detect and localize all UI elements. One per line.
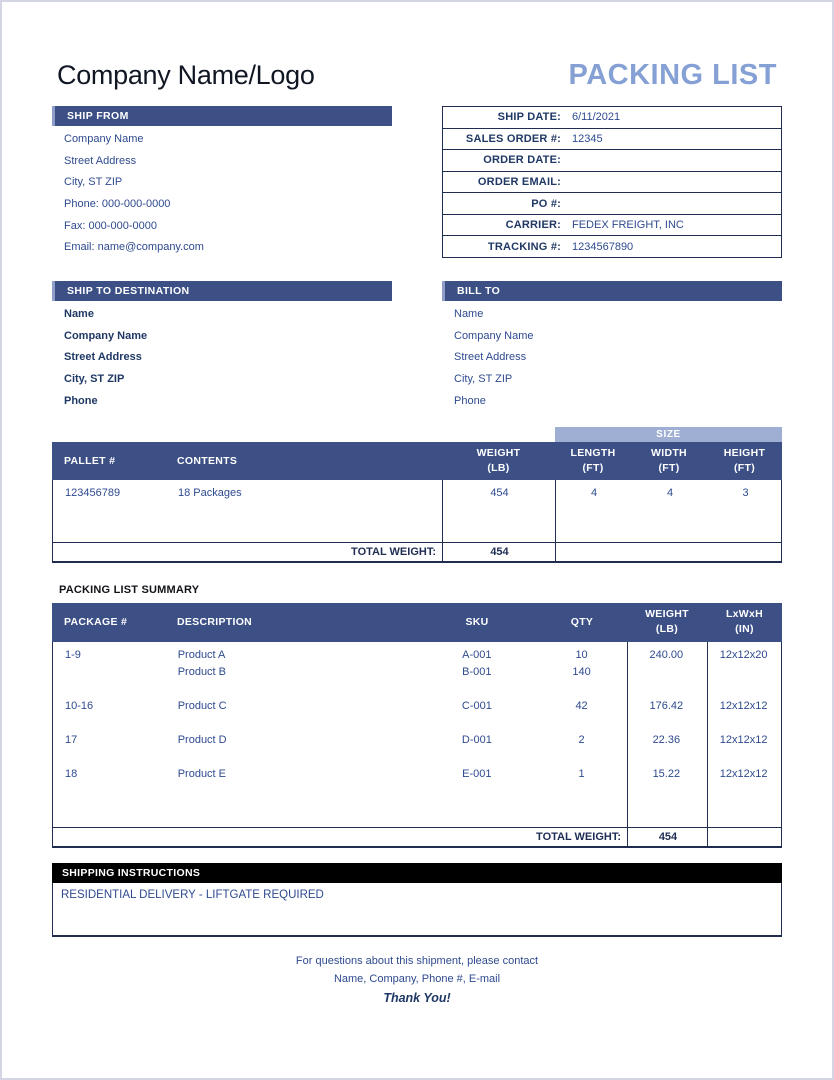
length-column-header: LENGTH (FT) — [570, 447, 616, 474]
sales-order-label: SALES ORDER #: — [465, 132, 561, 145]
ship-from-email: Email: name@company.com — [64, 241, 204, 254]
summary-table-body — [52, 642, 782, 827]
sku-cell: D-001 — [461, 734, 492, 746]
packing-list-summary-title: PACKING LIST SUMMARY — [59, 584, 200, 596]
weight-column-header: WEIGHT (LB) — [476, 447, 521, 474]
qty-cell: 1 — [578, 768, 585, 780]
bill-to-phone: Phone — [454, 394, 486, 407]
shipping-instructions-header-label: SHIPPING INSTRUCTIONS — [62, 867, 201, 879]
document-title: PACKING LIST — [568, 59, 777, 91]
sku-cell: E-001 — [462, 768, 492, 780]
footer-contact-line-1: For questions about this shipment, please contact — [295, 955, 539, 967]
ship-from-header-bar — [52, 106, 392, 126]
dims-column-header: LxWxH (IN) — [725, 608, 764, 635]
pallet-contents-cell: 18 Packages — [178, 487, 242, 499]
packing-list-summary-table — [52, 603, 782, 848]
qty-cell: 140 — [572, 666, 591, 678]
ship-to-header-label: SHIP TO DESTINATION — [67, 285, 190, 297]
carrier-value: FEDEX FREIGHT, INC — [572, 219, 684, 232]
ship-from-company: Company Name — [64, 133, 144, 145]
bill-to-street: Street Address — [454, 351, 527, 364]
dims-cell: 12x12x12 — [719, 734, 768, 746]
bill-to-company: Company Name — [454, 329, 534, 342]
summary-total-weight-row — [52, 827, 782, 848]
shipping-instructions-header-bar — [52, 863, 782, 883]
order-date-label: ORDER DATE: — [483, 154, 561, 167]
weight-cell: 176.42 — [649, 700, 684, 712]
footer-contact-line-2: Name, Company, Phone #, E-mail — [333, 973, 501, 985]
pallet-table — [52, 427, 782, 563]
description-cell: Product C — [177, 700, 227, 712]
ship-to-phone: Phone — [64, 394, 98, 407]
qty-cell: 42 — [575, 700, 588, 712]
sales-order-value: 12345 — [572, 132, 603, 145]
sku-column-header: SKU — [465, 616, 489, 628]
summary-row-group-1 — [53, 647, 781, 681]
sku-cell: A-001 — [462, 649, 492, 661]
qty-cell: 2 — [578, 734, 585, 746]
contents-column-header: CONTENTS — [177, 455, 238, 467]
ship-date-value: 6/11/2021 — [572, 111, 621, 124]
ship-from-fax: Fax: 000-000-0000 — [64, 219, 157, 232]
weight-cell: 240.00 — [649, 649, 684, 661]
package-range-cell: 17 — [65, 734, 78, 746]
tracking-number-label: TRACKING #: — [487, 240, 561, 253]
order-email-label: ORDER EMAIL: — [477, 176, 561, 189]
dims-cell: 12x12x20 — [719, 649, 768, 661]
summary-total-weight-value: 454 — [658, 831, 678, 843]
carrier-label: CARRIER: — [505, 219, 561, 232]
summary-row-group-2 — [53, 698, 781, 715]
order-info-row-carrier — [443, 215, 781, 237]
description-column-header: DESCRIPTION — [177, 616, 253, 628]
summary-weight-column-header: WEIGHT (LB) — [645, 608, 689, 635]
qty-cell: 10 — [575, 649, 588, 661]
ship-from-header-label: SHIP FROM — [67, 110, 129, 122]
ship-to-city: City, ST ZIP — [64, 373, 125, 386]
company-logo-title: Company Name/Logo — [57, 60, 315, 90]
order-info-row-order-email — [443, 172, 781, 194]
pallet-number-cell: 123456789 — [65, 487, 121, 499]
ship-from-phone: Phone: 000-000-0000 — [64, 198, 171, 211]
thank-you-note: Thank You! — [383, 991, 451, 1005]
tracking-number-value: 1234567890 — [572, 240, 634, 253]
summary-row-group-4 — [53, 766, 781, 783]
qty-column-header: QTY — [570, 616, 594, 628]
ship-to-street: Street Address — [64, 351, 142, 364]
summary-total-weight-label: TOTAL WEIGHT: — [536, 831, 621, 843]
ship-from-address — [64, 129, 204, 259]
pallet-table-row — [52, 480, 782, 542]
summary-table-header — [52, 603, 782, 642]
sku-cell: B-001 — [462, 666, 492, 678]
pallet-weight-cell: 454 — [490, 487, 509, 499]
description-cell: Product B — [177, 666, 227, 678]
column-divider — [627, 642, 628, 827]
dims-cell: 12x12x12 — [719, 700, 768, 712]
order-info-table — [442, 106, 782, 258]
height-column-header: HEIGHT (FT) — [723, 447, 766, 474]
bill-to-name: Name — [454, 308, 484, 320]
ship-to-header-bar — [52, 281, 392, 301]
order-info-row-po — [443, 193, 781, 215]
ship-from-city: City, ST ZIP — [64, 176, 123, 189]
pallet-table-header — [52, 442, 782, 480]
pallet-number-column-header: PALLET # — [64, 455, 116, 467]
package-range-cell: 18 — [65, 768, 78, 780]
ship-to-address — [64, 304, 147, 412]
order-info-row-ship-date — [443, 107, 781, 129]
pallet-length-cell: 4 — [590, 487, 598, 499]
description-cell: Product D — [177, 734, 227, 746]
bill-to-header-bar — [442, 281, 782, 301]
bill-to-header-label: BILL TO — [457, 285, 501, 297]
po-number-label: PO #: — [531, 197, 561, 210]
order-info-row-order-date — [443, 150, 781, 172]
pallet-total-weight-row — [52, 542, 782, 563]
weight-cell: 22.36 — [652, 734, 681, 746]
column-divider — [707, 642, 708, 827]
package-range-cell: 10-16 — [65, 700, 94, 712]
bill-to-address — [454, 304, 533, 412]
package-number-column-header: PACKAGE # — [64, 616, 128, 628]
weight-cell: 15.22 — [652, 768, 681, 780]
ship-to-company: Company Name — [64, 329, 148, 342]
description-cell: Product E — [177, 768, 227, 780]
shipping-instructions-text: RESIDENTIAL DELIVERY - LIFTGATE REQUIRED — [61, 889, 324, 901]
bill-to-city: City, ST ZIP — [454, 373, 513, 386]
order-info-row-sales-order — [443, 129, 781, 151]
width-column-header: WIDTH (FT) — [651, 447, 687, 474]
description-cell: Product A — [177, 649, 226, 661]
sku-cell: C-001 — [461, 700, 492, 712]
order-info-row-tracking — [443, 236, 781, 257]
package-range-cell: 1-9 — [65, 649, 81, 661]
footer-contact — [2, 952, 832, 1007]
ship-from-street: Street Address — [64, 154, 137, 167]
ship-date-label: SHIP DATE: — [497, 111, 561, 124]
summary-row-group-3 — [53, 732, 781, 749]
pallet-height-cell: 3 — [742, 487, 749, 499]
ship-to-name: Name — [64, 308, 94, 320]
pallet-width-cell: 4 — [666, 487, 674, 499]
size-group-header: SIZE — [555, 427, 782, 442]
dims-cell: 12x12x12 — [719, 768, 768, 780]
shipping-instructions-box — [52, 883, 782, 937]
pallet-total-weight-label: TOTAL WEIGHT: — [351, 546, 436, 558]
pallet-total-weight-value: 454 — [490, 546, 509, 558]
